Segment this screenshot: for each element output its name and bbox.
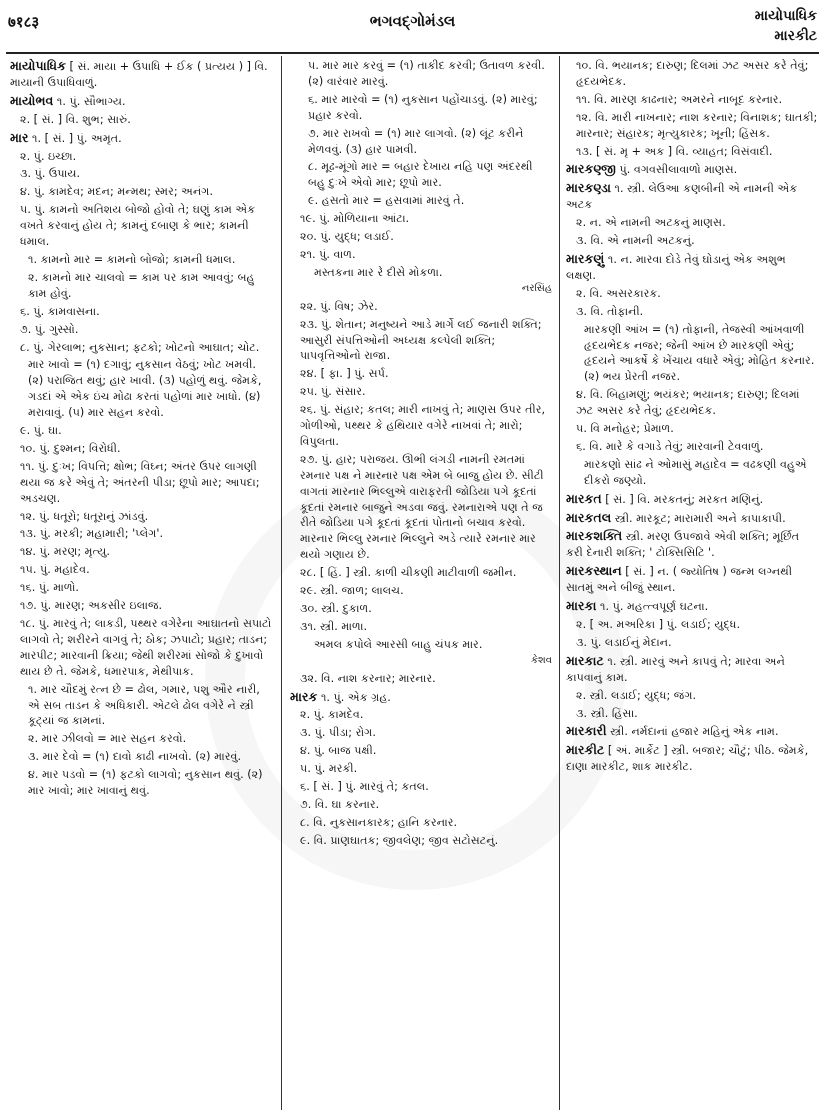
sense-entry: ૧૪. પું. મરણ; મૃત્યુ. (20, 545, 110, 559)
sense-entry: ૫. વિ મનોહર; પ્રેમાળ. (576, 422, 674, 436)
idiom-entry: ૫. માર માર કરવું = (૧) તાકીદ કરવી; ઉતાવળ કરવી. (૨) વારંવાર મારવું. (308, 59, 545, 88)
sense-entry: ૨૩. પું. શેતાન; મનુષ્યને આડે માર્ગે લઈ જનારી શક્તિ; આસુરી સંપત્તિઓની અધ્યક્ષ કલ્પેલી શક્તિ; પાપવૃત્તિઓનો રાજા. (300, 317, 542, 363)
sense-entry: ૪. પું. કામદેવ; મદન; મન્મથ; સ્મર; અનંગ. (20, 185, 214, 199)
sense-entry: ૧૨. વિ. મારી નાખનાર; નાશ કરનાર; વિનાશક; ઘાતકી; મારનાર; સંહારક; મૃત્યુકારક; ખૂની; હિંસક. (576, 110, 818, 140)
idiom-entry: ૩. માર દેવો = (૧) દાવો કાઢી નાખવો. (૨) મારવું. (28, 750, 242, 764)
headword-entry: માર ૧. [ સં. ] પું. અમૃત. (10, 129, 122, 145)
idiom-entry: ૬. માર મારવો = (૧) નુકસાન પહોંચાડવું. (૨) મારવું; પ્રહાર કરવો. (308, 92, 538, 122)
sense-entry: ૩. પું. ઉપાય. (20, 167, 81, 181)
guide-word-first: માયોપાધિક (754, 8, 817, 24)
sense-entry: ૩૦. સ્ત્રી. દુકાળ. (300, 602, 372, 615)
sense-entry: ૭. વિ. ઘા કરનાર. (300, 797, 380, 811)
sense-entry: ૪. પું. બાજ પક્ષી. (300, 744, 377, 758)
headword-entry: મારકશક્તિ સ્ત્રી. મરણ ઉપજાવે એવી શક્તિ; મૂર્છિત કરી દેનારી શક્તિ; ' ટોક્સિસિટિ '. (566, 528, 800, 560)
sense-entry: ૧૨. પું. ધતૂરો; ધતૂરાનું ઝાંડવું. (20, 509, 149, 523)
guide-words (755, 6, 817, 46)
header-rule (6, 52, 819, 54)
headword-entry: મારકણ્જી પું. વગવસીલાવાળો માણસ. (566, 161, 738, 177)
headword-entry: મારકણ્ડા ૧. સ્ત્રી. લેઉઆ કણબીની એ નામની એક અટક (566, 180, 798, 212)
headword-entry: માયોપાધિક [ સં. માયા + ઉપાધિ + ઈક ( પ્રત્યય ) ] વિ. માયાની ઉપાધિવાળું. (10, 58, 268, 89)
headword-entry: મારકત [ સં. ] વિ. મરકતનું; મરકત મણિનું. (566, 490, 764, 506)
sense-entry: ૨૧. પું. વાળ. (300, 247, 356, 261)
headword-entry: મારકા ૧. પું. મહત્ત્વપૂર્ણ ઘટના. (566, 598, 709, 614)
headword-entry: મારકણું ૧. ન. મારવા દોડે તેવું ઘોડાનું એક અશુભ લક્ષણ. (566, 250, 786, 282)
sense-entry: ૧૭. પું. મારણ; અકસીર ઇલાજ. (20, 599, 163, 613)
quotation: મસ્તકના માર રે દીસે મોકળા. (314, 265, 443, 279)
running-title: ભગવદ્ગોમંડલ (369, 12, 456, 30)
idiom-entry: ૮. મૂઢ-મૂંગો માર = બહાર દેખાય નહિ પણ અંદરથી બહુ દુઃખે એવો માર; છૂપો માર. (308, 160, 533, 190)
sense-entry: ૩૨. વિ. નાશ કરનાર; મારનાર. (300, 671, 436, 685)
sense-entry: ૯. વિ. પ્રાણઘાતક; જીવલેણ; જીવ સટોસટનું. (300, 833, 499, 847)
idiom-entry: ૪. માર પડવો = (૧) ફટકો લાગવો; નુકસાન થવું. (૨) માર ખાવો; માર ખાવાનું થવું. (28, 768, 263, 798)
idiom-entry: મારકણો સાંઢ ને ઓમાસું મહાદેવ = વઢકણી વહુએ દીકરો જણ્યો. (584, 457, 807, 487)
sense-entry: ૧૬. પું. માળો. (20, 581, 79, 595)
sense-entry: ૧૦. પું. દુશ્મન; વિરોધી. (20, 441, 121, 455)
sense-entry: ૨૭. પું. હાર; પરાજય. ઊભી લંગડી નામની રમતમાં રમનાર પક્ષ ને મારનાર પક્ષ એમ બે બાજુ હોય છે. સીટી વાગતાં મારનાર ભિલ્લુએ વારાફરતી જોડિયા પગે કૂદતાં કૂદતાં રમનાર બાજુને અડવા જવું. રમનારાએ પણ તે જ રીતે જોડિયા પગે કૂદતાં કૂદતાં પોતાનો બચાવ કરવો. મારનાર ભિલ્લુ રમનાર ભિલ્લુને અડે ત્યારે રમનાર માર થયો ગણાય છે. (300, 452, 544, 562)
sense-entry: ૫. પું. કામનો અતિશય બોજો હોવો તે; ઘણું કામ એક વખતે કરવાનું હોય તે; કામનું દબાણ કે ભાર; કામની ધમાલ. (20, 203, 256, 249)
sense-entry: ૧૩. [ સં. મૃ + અક ] વિ. વ્યાહત; વિસંવાદી. (576, 144, 773, 158)
sense-entry: ૨૬. પું. સંહાર; કતલ; મારી નાખવું તે; માણસ ઉપર તીર, ગોળીઓ, પથ્થર કે હથિયાર વગેરે નાખવાં તે; મારો; વિપુલતા. (300, 403, 546, 448)
sense-entry: ૩. પું. લડાઈનું મેદાન. (576, 635, 672, 649)
sense-entry: ૩૧. સ્ત્રી. માળા. (300, 619, 368, 633)
headword-entry: મારકારી સ્ત્રી. નર્મદાનાં હજાર મહિનું એક નામ. (566, 723, 779, 739)
dictionary-column-1 (10, 58, 272, 1110)
sense-entry: ૨. પું. કામદેવ. (300, 708, 364, 722)
sense-entry: ૬. પું. કામવાસના. (20, 304, 100, 318)
sense-entry: ૧૫. પું. મહાદેવ. (20, 563, 90, 577)
dictionary-column-2 (290, 58, 552, 1110)
idiom-entry: ૨. માર ઝીલવો = માર સહન કરવો. (28, 732, 187, 746)
quotation-author: કેશવ (531, 654, 552, 666)
headword-entry: મારકસ્થાન [ સં. ] ન. ( જ્યોતિષ ) જન્મ લગ્નથી સાતમું અને બીજું સ્થાન. (566, 563, 793, 595)
idiom-entry: માર ખાવો = (૧) દગાવું; નુકસાન વેઠવું; ખોટ ખમવી. (૨) પરાજિત થવું; હાર ખાવી. (૩) પહોળું થવું. જેમકે, ગડદાં એ એક ઇંચ મોઢા કરતાં પહોળાં માર ખાધો. (૪) મરાવાવું. (૫) માર સહન કરવો. (28, 358, 262, 420)
sense-entry: ૨૫. પું. સંસાર. (300, 385, 366, 399)
sense-entry: ૮. પું. ગેરલાભ; નુકસાન; ફટકો; ખોટનો આઘાત; ચોટ. (20, 340, 260, 354)
page-number: ७१८३ (8, 13, 40, 31)
sense-entry: ૧૩. પું. મરકી; મહામારી; 'પ્લેગ'. (20, 527, 164, 541)
idiom-entry: ૨. કામનો માર ચાલવો = કામ પર કામ આવવું; બહુ કામ હોવું. (28, 270, 255, 300)
page-header (0, 0, 825, 52)
dictionary-column-3 (566, 58, 818, 1110)
sense-entry: ૮. વિ. નુકસાનકારક; હાનિ કરનાર. (300, 815, 458, 829)
sense-entry: ૨૨. પું. વિષ; ઝેર. (300, 299, 378, 313)
idiom-entry: ૧. કામનો માર = કામનો બોજો; કામની ધમાલ. (28, 252, 236, 266)
idiom-entry: મારકણી આંખ = (૧) તોફાની, તેજસ્વી આંખવાળી હૃદયભેદક નજર; જેની આંખ છે મારકણી એવું; હૃદયને આકર્ષે કે ખેંચાય વધારે એવું; મોહિત કરનાર. (૨) ભય પ્રેરતી નજર. (584, 322, 815, 384)
sense-entry: ૬. [ સં. ] પું. મારવું તે; કતલ. (300, 780, 429, 794)
sense-entry: ૩. સ્ત્રી. હિંસા. (576, 706, 638, 720)
sense-entry: ૧૮. પું. મારવું તે; લાકડી, પથ્થર વગેરેના આઘાતનો સપાટો લાગવો તે; શરીરને વાગવું તે; ઠોક; ઝપાટો; પ્રહાર; તાડન; મારપીટ; મારવાની ક્રિયા; જેથી શરીરમાં સોજો કે દુખાવો થાય છે તે. જેમકે, ધમારપાક, મેથીપાક. (20, 617, 272, 678)
sense-entry: ૪. વિ. બિહામણું; ભયંકર; ભયાનક; દારુણ; દિલમાં ઝટ અસર કરે તેવું; હૃદયભેદક. (576, 388, 800, 418)
quotation: અમલ કપોલે આરસી બાહુ ચંપક માર. (314, 637, 483, 651)
headword-entry: માયોભવ ૧. પું. સૌભાગ્ય. (10, 92, 126, 108)
sense-entry: ૨૮. [ હિં. ] સ્ત્રી. કાળી ચીકણી માટીવાળી જમીન. (300, 566, 517, 580)
sense-entry: ૨. [ અ. મઅરિકા ] પું. લડાઈ; યુદ્ધ. (576, 618, 741, 631)
sense-entry: ૯. પું. ઘા. (20, 424, 62, 438)
sense-entry: ૨૪. [ ફા. ] પું. સર્પ. (300, 367, 389, 381)
sense-entry: ૫. પું. મરકી. (300, 762, 358, 776)
sense-entry: ૧૯. પું. મોળિયાના આંટા. (300, 212, 410, 226)
sense-entry: ૬. વિ. મારે કે વગાડે તેવું; મારવાની ટેવવાળું. (576, 439, 764, 453)
sense-entry: ૧૦. વિ. ભયાનક; દારુણ; દિલમાં ઝટ અસર કરે તેવું; હૃદયભેદક. (576, 59, 809, 88)
sense-entry: ૧૧. પું. દુઃખ; વિપત્તિ; ક્ષોભ; વિઘ્ન; અંતર ઉપર લાગણી થયા જ કરે એવું તે; અંતરની પીડા; છૂપો માર; આપદા; અડચણ. (20, 459, 260, 505)
quotation-author: નરસિંહ (521, 282, 552, 294)
sense-entry: ૨. પું. ઇચ્છા. (20, 149, 77, 163)
headword-entry: મારકાટ ૧. સ્ત્રી. મારવું અને કાપવું તે; મારવા અને કાપવાનું કામ. (566, 652, 785, 684)
sense-entry: ૩. વિ. એ નામની અટકનું. (576, 234, 695, 248)
guide-word-last: મારકીટ (774, 28, 817, 44)
sense-entry: ૩. પું. પીડા; રોગ. (300, 726, 376, 740)
headword-entry: મારકીટ [ અં. માર્કેટ ] સ્ત્રી. બજાર; ચૌટું; પીઠ. જેમકે, દાણા મારકીટ, શાક મારકીટ. (566, 742, 809, 774)
headword-entry: મારક ૧. પું. એક ગ્રહ. (290, 688, 391, 704)
sense-entry: ૩. વિ. તોફાની. (576, 304, 644, 318)
headword-entry: મારકતલ સ્ત્રી. મારકૂટ; મારામારી અને કાપાકાપી. (566, 509, 786, 525)
idiom-entry: ૭. માર રાખવો = (૧) માર લાગવો. (૨) લૂંટ કરીને મેળવવું. (૩) હાર પામવી. (308, 126, 524, 156)
sense-entry: ૨. સ્ત્રી. લડાઈ; યુદ્ધ; જંગ. (576, 688, 697, 702)
idiom-entry: ૯. હસતો માર = હસવામાં મારવું તે. (308, 194, 465, 208)
sense-entry: ૨. [ સં. ] વિ. શુભ; સારું. (20, 112, 131, 126)
column-divider (281, 56, 282, 1110)
idiom-entry: ૧. માર ચૌદમું રત્ન છે = ઢોલ, ગમાર, પશુ ઔર નારી, એ સબ તાડન કે અધિકારી. એટલે ઢોલ વગેરે ને સ્ત્રી કૂટ્યાં જ કામનાં. (28, 682, 260, 728)
column-divider (559, 56, 560, 1110)
sense-entry: ૨૯. સ્ત્રી. જાળ; લાલચ. (300, 584, 404, 598)
sense-entry: ૨૦. પું. યુદ્ધ; લડાઈ. (300, 230, 394, 244)
sense-entry: ૨. વિ. અસરકારક. (576, 286, 661, 300)
sense-entry: ૧૧. વિ. મારણ કાઢનાર; અમરને નાબૂદ કરનાર. (576, 92, 783, 106)
sense-entry: ૨. ન. એ નામની અટકનું માણસ. (576, 216, 726, 230)
sense-entry: ૭. પું. ગુસ્સો. (20, 322, 79, 336)
